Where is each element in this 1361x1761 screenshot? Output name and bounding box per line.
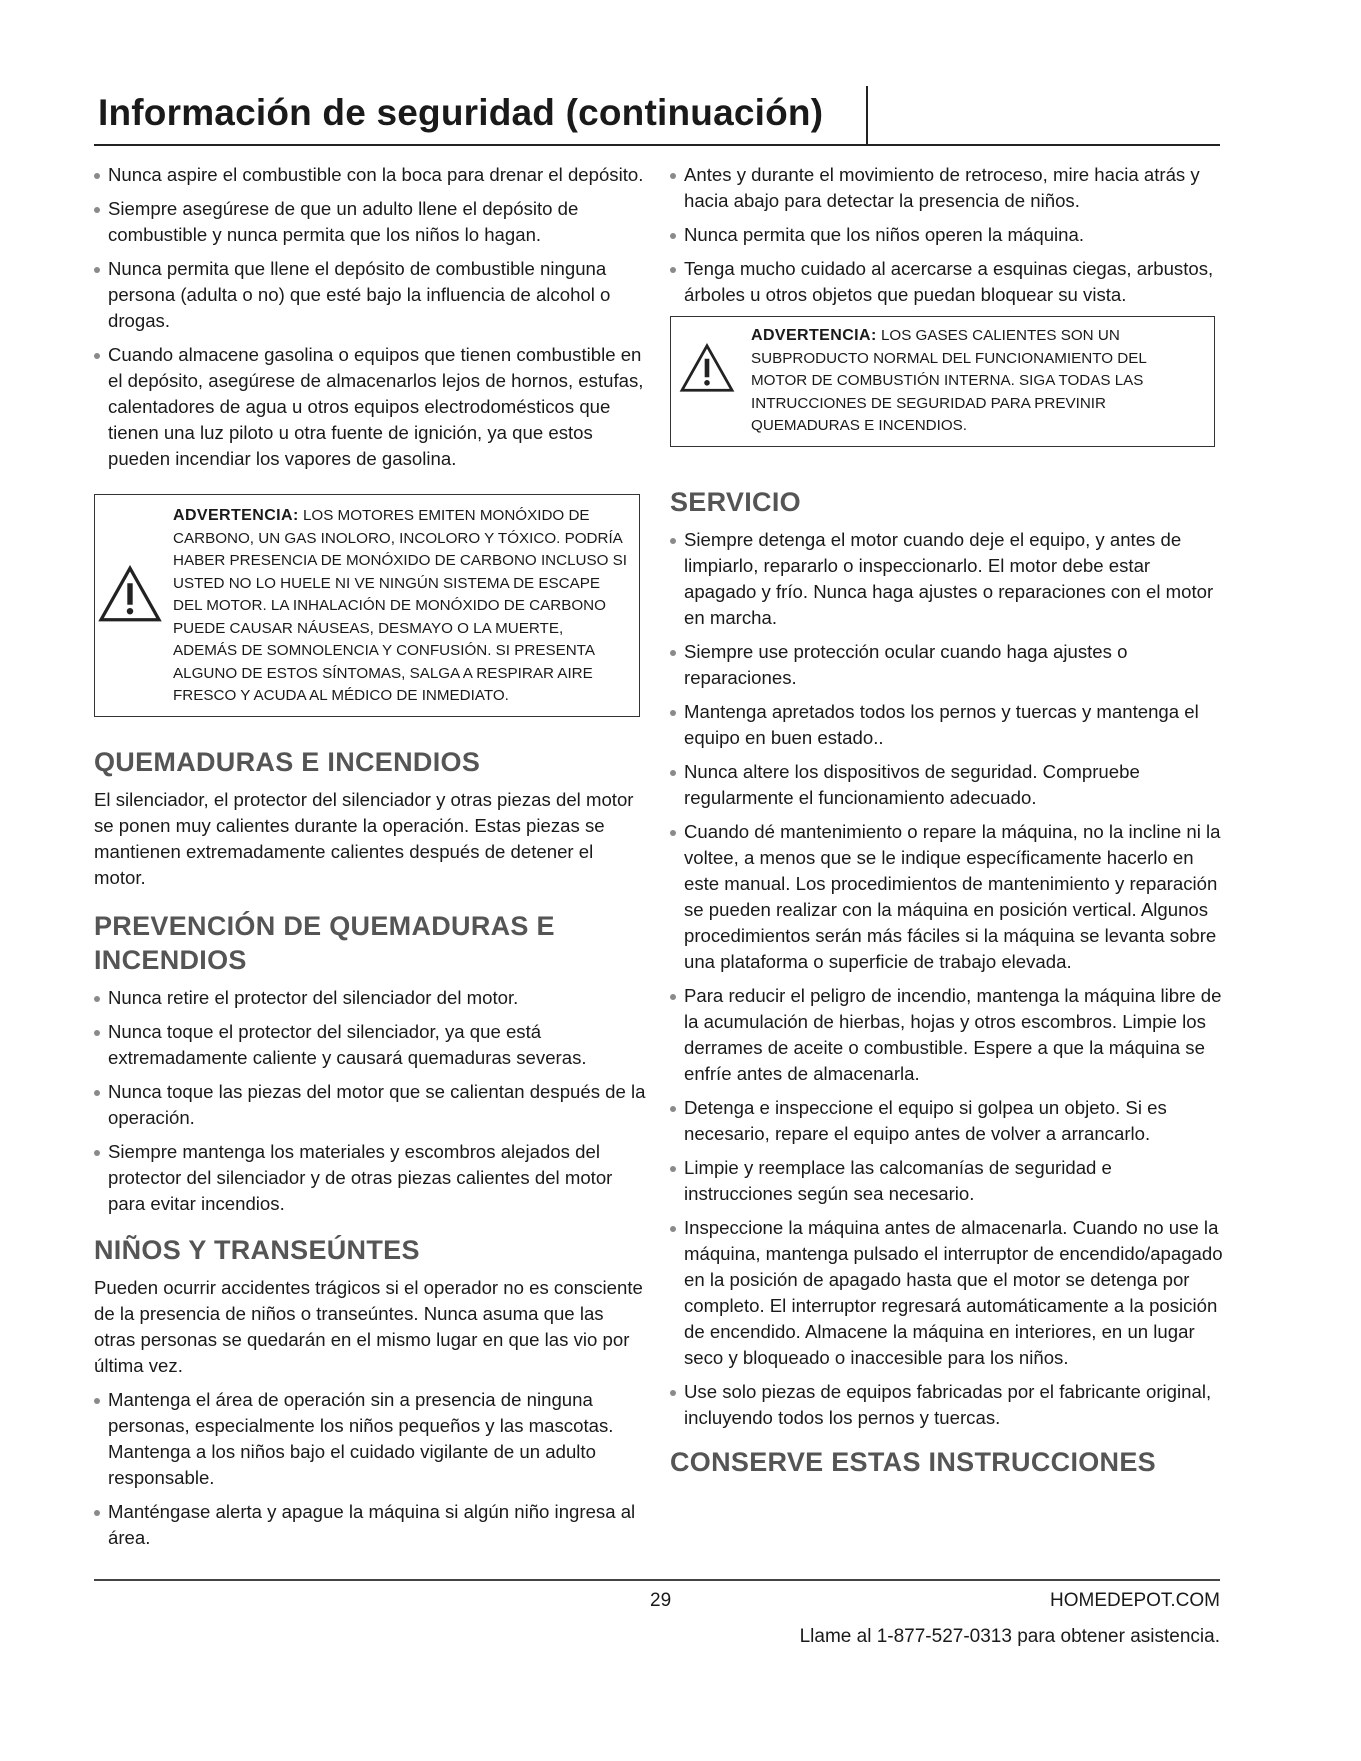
list-item: Para reducir el peligro de incendio, mantenga la máquina libre de la acumulación de hierbas, hojas y otros escombros. Limpie los derrames de aceite o combustible. Espere a que la máquina se enfríe antes de almacenarla. [670,983,1225,1087]
section-heading-closing: CONSERVE ESTAS INSTRUCCIONES [670,1446,1156,1477]
fuel-safety-list [94,162,646,472]
list-item: Mantenga el área de operación sin a presencia de ninguna personas, especialmente los niños pequeños y las mascotas. Mantenga a los niños bajo el cuidado vigilante de un adulto responsable. [94,1387,646,1491]
carbon-monoxide-warning [94,494,640,717]
prevention-list [94,985,646,1217]
warning-triangle-icon [677,343,737,393]
list-item: Nunca aspire el combustible con la boca para drenar el depósito. [94,162,646,188]
children-safety-list [670,162,1225,308]
list-item: Cuando dé mantenimiento o repare la máquina, no la incline ni la voltee, a menos que se le indique específicamente hacerlo en este manual. Los procedimientos de mantenimiento y reparación se pueden realizar con la máquina en posición vertical. Algunos procedimientos serán más fáciles si la máquina se levanta sobre una plataforma o superficie de trabajo elevada. [670,819,1225,975]
section-heading-burns: QUEMADURAS E INCENDIOS [94,746,481,777]
list-item: Antes y durante el movimiento de retroceso, mire hacia atrás y hacia abajo para detectar la presencia de niños. [670,162,1225,214]
burns-paragraph: El silenciador, el protector del silenciador y otras piezas del motor se ponen muy calientes durante la operación. Estas piezas se mantienen extremadamente calientes después de detener el motor. [94,788,634,888]
footer-divider [94,1579,1220,1581]
list-item: Nunca toque el protector del silenciador, ya que está extremadamente caliente y causará quemaduras severas. [94,1019,646,1071]
list-item: Nunca retire el protector del silenciador del motor. [94,985,646,1011]
list-item: Manténgase alerta y apague la máquina si algún niño ingresa al área. [94,1499,646,1551]
section-heading-prevention: PREVENCIÓN DE QUEMADURAS E INCENDIOS [94,910,555,975]
title-divider-horizontal [94,144,1220,146]
list-item: Siempre detenga el motor cuando deje el equipo, y antes de limpiarlo, repararlo o inspeccionarlo. El motor debe estar apagado y frío. Nunca haga ajustes o reparaciones con el motor en marcha. [670,527,1225,631]
list-item: Nunca permita que los niños operen la máquina. [670,222,1225,248]
list-item: Cuando almacene gasolina o equipos que tienen combustible en el depósito, asegúrese de almacenarlos lejos de hornos, estufas, calentadores de agua u otros equipos electrodomésticos que tienen una luz piloto u otra fuente de ignición, ya que estos pueden incendiar los vapores de gasolina. [94,342,646,472]
list-item: Nunca toque las piezas del motor que se calientan después de la operación. [94,1079,646,1131]
left-column [94,162,646,1559]
page-title: Información de seguridad (continuación) [98,92,824,133]
page-number: 29 [650,1590,672,1611]
warning-text [751,325,1206,438]
service-list [670,527,1225,1431]
warning-text [173,505,629,708]
warning-triangle-icon [97,565,163,623]
list-item: Limpie y reemplace las calcomanías de seguridad e instrucciones según sea necesario. [670,1155,1225,1207]
list-item: Siempre use protección ocular cuando haga ajustes o reparaciones. [670,639,1225,691]
list-item: Mantenga apretados todos los pernos y tuercas y mantenga el equipo en buen estado.. [670,699,1225,751]
warning-label: ADVERTENCIA: [751,327,877,344]
children-paragraph: Pueden ocurrir accidentes trágicos si el operador no es consciente de la presencia de niños o transeúntes. Nunca asuma que las otras personas se quedarán en el mismo lugar en que las vio por última vez. [94,1276,643,1376]
hot-gases-warning [670,316,1215,447]
list-item: Tenga mucho cuidado al acercarse a esquinas ciegas, arbustos, árboles u otros objetos que puedan bloquear su vista. [670,256,1225,308]
title-divider-vertical [866,86,868,144]
list-item: Siempre mantenga los materiales y escombros alejados del protector del silenciador y de otras piezas calientes del motor para evitar incendios. [94,1139,646,1217]
right-column [670,162,1225,1487]
section-heading-service: SERVICIO [670,486,801,517]
list-item: Use solo piezas de equipos fabricadas por el fabricante original, incluyendo todos los pernos y tuercas. [670,1379,1225,1431]
list-item: Detenga e inspeccione el equipo si golpea un objeto. Si es necesario, repare el equipo antes de volver a arrancarlo. [670,1095,1225,1147]
list-item: Siempre asegúrese de que un adulto llene el depósito de combustible y nunca permita que los niños lo hagan. [94,196,646,248]
children-list [94,1387,646,1551]
list-item: Inspeccione la máquina antes de almacenarla. Cuando no use la máquina, mantenga pulsado el interruptor de encendido/apagado en la posición de apagado hasta que el motor se detenga por completo. El interruptor regresará automáticamente a la posición de encendido. Almacene la máquina en interiores, en un lugar seco y bloqueado o inaccesible para los niños. [670,1215,1225,1371]
website-text: HOMEDEPOT.COM [1050,1590,1220,1611]
section-heading-children: NIÑOS Y TRANSEÚNTES [94,1234,420,1265]
warning-label: ADVERTENCIA: [173,507,299,524]
warning-body: LOS MOTORES EMITEN MONÓXIDO DE CARBONO, UN GAS INOLORO, INCOLORO Y TÓXICO. PODRÍA HABER PRESENCIA DE MONÓXIDO DE CARBONO INCLUSO SI USTED NO LO HUELE NI VE NINGÚN SISTEMA DE ESCAPE DEL MOTOR. LA INHALACIÓN DE MONÓXIDO DE CARBONO PUEDE CAUSAR NÁUSEAS, DESMAYO O LA MUERTE, ADEMÁS DE SOMNOLENCIA Y CONFUSIÓN. SI PRESENTA ALGUNO DE ESTOS SÍNTOMAS, SALGA A RESPIRAR AIRE FRESCO Y ACUDA AL MÉDICO DE INMEDIATO. [173,507,628,704]
warning-body: LOS GASES CALIENTES SON UN SUBPRODUCTO NORMAL DEL FUNCIONAMIENTO DEL MOTOR DE COMBUSTIÓN INTERNA. SIGA TODAS LAS INTRUCCIONES DE SEGURIDAD PARA PREVINIR QUEMADURAS E INCENDIOS. [751,327,1147,434]
list-item: Nunca altere los dispositivos de seguridad. Compruebe regularmente el funcionamiento adecuado. [670,759,1225,811]
help-line: Llame al 1-877-527-0313 para obtener asistencia. [799,1626,1220,1647]
list-item: Nunca permita que llene el depósito de combustible ninguna persona (adulta o no) que esté bajo la influencia de alcohol o drogas. [94,256,646,334]
